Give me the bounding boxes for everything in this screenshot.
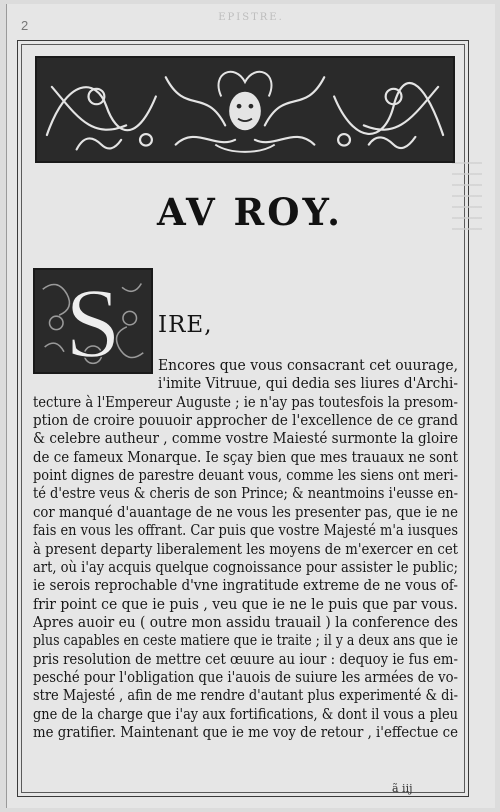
ornamental-headpiece <box>35 56 455 163</box>
body-line: tecture à l'Empereur Auguste ; ie n'ay pas toutesfois la presom- <box>33 393 458 411</box>
body-line: de ce fameux Monarque. Ie sçay bien que mes trauaux ne sont <box>33 448 458 466</box>
body-line: frir point ce que ie puis , veu que ie ne le puis que par vous. <box>33 595 458 613</box>
body-line: point dignes de parestre deuant vous, comme les siens ont meri- <box>33 467 458 485</box>
show-through-running-head: EPISTRE. <box>218 12 284 23</box>
body-line: cor manqué d'auantage de ne vous les presenter pas, que ie ne <box>33 503 458 521</box>
body-line: pesché pour l'obligation que i'auois de suiure les armées de vo- <box>33 668 458 686</box>
body-line: Apres auoir eu ( outre mon assidu trauail ) la conference des <box>33 613 458 631</box>
body-line: i'imite Vitruue, qui dedia ses liures d'Archi- <box>158 375 458 393</box>
body-line: art, où i'ay acquis quelque cognoissance pour assister le public; <box>33 558 458 576</box>
body-line: me gratifier. Maintenant que ie me voy de retour , i'effectue ce <box>33 724 458 741</box>
salutation: IRE, <box>158 312 213 338</box>
ornamental-initial-s <box>33 268 153 374</box>
dedication-title: AV ROY. <box>156 190 344 234</box>
body-line: & celebre autheur , comme vostre Maiesté surmonte la gloire <box>33 430 458 448</box>
body-line: Encores que vous consacrant cet ouurage, <box>158 357 458 374</box>
body-line: gne de la charge que i'ay aux fortifications, & dont il vous a pleu <box>33 705 458 723</box>
body-line: té d'estre veus & cheris de son Prince; & neantmoins i'eusse en- <box>33 485 458 503</box>
body-line: à present departy liberalement les moyens de m'exercer en cet <box>33 540 458 558</box>
body-line: fais en vous les offrant. Car puis que vostre Majesté m'a iusques <box>33 522 458 540</box>
body-line: stre Majesté , afin de me rendre d'autant plus experimenté & di- <box>33 687 458 705</box>
signature-mark: ã iij <box>392 782 413 795</box>
body-line: ption de croire pouuoir approcher de l'excellence de ce grand <box>33 412 458 430</box>
body-line: ie serois reprochable d'vne ingratitude extreme de ne vous of- <box>33 577 458 595</box>
body-line: plus capables en ceste matiere que ie traite ; il y a deux ans que ie <box>33 632 458 650</box>
svg-text:S: S <box>65 268 121 374</box>
pencil-page-number: 2 <box>21 18 29 33</box>
body-line: pris resolution de mettre cet œuure au iour : dequoy ie fus em- <box>33 650 458 668</box>
